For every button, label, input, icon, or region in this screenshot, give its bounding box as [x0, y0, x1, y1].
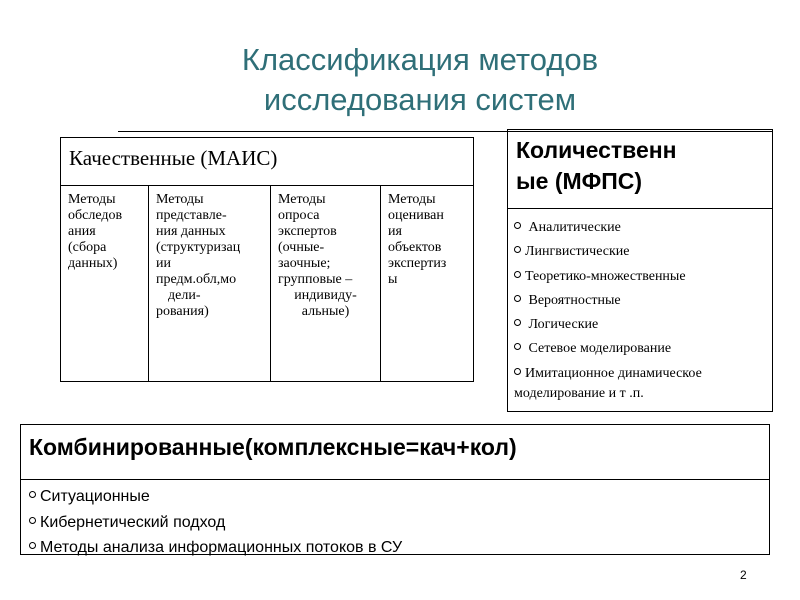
- circle-bullet-icon: [514, 222, 521, 229]
- circle-bullet-icon: [29, 542, 36, 549]
- column-text-line: (очные-: [278, 240, 325, 255]
- column-text-line: Методы: [278, 192, 326, 207]
- circle-bullet-icon: [29, 517, 36, 524]
- list-item-text: Вероятностные: [525, 292, 621, 308]
- column-text-line: групповые –: [278, 272, 353, 287]
- column-text-line: Методы: [156, 192, 204, 207]
- column-text-line: (сбора: [68, 240, 107, 255]
- list-item-text: Теоретико-множественные: [525, 268, 686, 284]
- column-text-line: обследов: [68, 208, 123, 223]
- list-item-text: Имитационное динамическое моделирование и т .п.: [514, 365, 702, 401]
- circle-bullet-icon: [29, 491, 36, 498]
- column-text-line: Методы: [68, 192, 116, 207]
- circle-bullet-icon: [514, 368, 521, 375]
- column-text-line: данных): [68, 256, 118, 271]
- list-item: [29, 510, 769, 536]
- qualitative-column-expert-survey: [271, 186, 381, 381]
- column-text-line: индивиду-: [294, 288, 357, 303]
- column-text-line: представле-: [156, 208, 227, 223]
- page-number: 2: [740, 568, 747, 582]
- list-item: [514, 364, 772, 404]
- column-text-line: ии: [156, 256, 171, 271]
- quantitative-header: [508, 130, 772, 209]
- column-text-line: ания: [68, 224, 96, 239]
- column-text-line: рования): [156, 304, 209, 319]
- list-item-text: Кибернетический подход: [40, 513, 226, 531]
- column-text-line: дели-: [168, 288, 201, 303]
- column-text-line: ния данных: [156, 224, 226, 239]
- qualitative-column-expert-evaluation: [381, 186, 473, 381]
- qualitative-column-survey: [61, 186, 149, 381]
- column-text-line: оцениван: [388, 208, 444, 223]
- quantitative-header-line-2: ые (МФПС): [516, 168, 643, 194]
- column-text-line: объектов: [388, 240, 442, 255]
- circle-bullet-icon: [514, 295, 521, 302]
- list-item-text: Сетевое моделирование: [525, 341, 672, 357]
- circle-bullet-icon: [514, 246, 521, 253]
- list-item-text: Ситуационные: [40, 488, 150, 505]
- column-text-line: предм.обл,мо: [156, 272, 237, 287]
- quantitative-list: [508, 209, 772, 404]
- list-item: [514, 337, 772, 361]
- list-item-text: Лингвистические: [525, 244, 630, 260]
- circle-bullet-icon: [514, 319, 521, 326]
- column-text-line: альные): [301, 304, 350, 319]
- list-item: [514, 313, 772, 337]
- qualitative-header: Качественные (МАИС): [61, 138, 473, 186]
- quantitative-header-line-1: Количественн: [516, 137, 677, 163]
- quantitative-methods-box: [507, 129, 773, 412]
- column-text-line: заочные;: [278, 256, 331, 271]
- column-text-line: опроса: [278, 208, 320, 223]
- list-item: [514, 289, 772, 313]
- column-text-line: экспертов: [278, 224, 337, 239]
- combined-header: Комбинированные(комплексные=кач+кол): [21, 425, 769, 480]
- list-item-text: Логические: [525, 317, 599, 333]
- qualitative-columns: [61, 186, 473, 381]
- column-text-line: ы: [388, 272, 398, 287]
- slide-title-line-2: исследования систем: [263, 82, 577, 117]
- column-text-line: (структуризац: [156, 240, 241, 255]
- combined-methods-box: [20, 424, 770, 555]
- column-text-line: экспертиз: [388, 256, 447, 271]
- qualitative-column-data-representation: [149, 186, 271, 381]
- list-item-text: Методы анализа информационных потоков в СУ: [40, 539, 403, 556]
- list-item-text: Аналитические: [525, 220, 621, 235]
- list-item: [514, 265, 772, 289]
- combined-list: [21, 480, 769, 561]
- slide-title-line-1: Классификация методов: [241, 42, 599, 77]
- column-text-line: ия: [388, 224, 402, 239]
- list-item: [514, 216, 772, 240]
- list-item: [29, 484, 769, 510]
- circle-bullet-icon: [514, 271, 521, 278]
- qualitative-methods-box: [60, 137, 474, 382]
- circle-bullet-icon: [514, 343, 521, 350]
- column-text-line: Методы: [388, 192, 436, 207]
- list-item: [514, 240, 772, 264]
- list-item: [29, 535, 769, 561]
- slide-title: [170, 40, 670, 120]
